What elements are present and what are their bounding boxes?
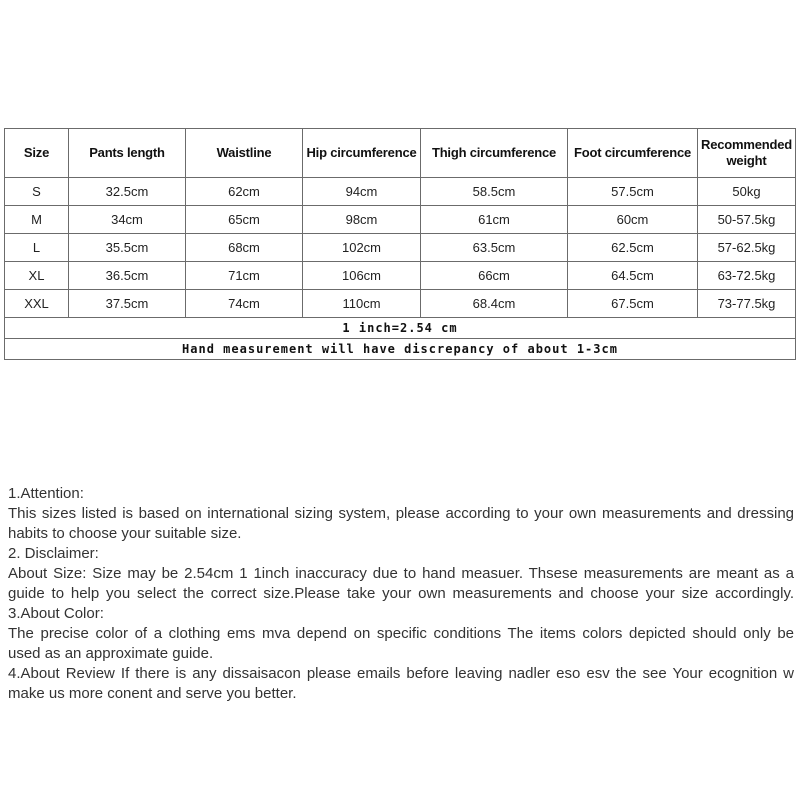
- info-line-color-body-2: used as an approximate guide.: [8, 645, 214, 662]
- cell-waistline: 62cm: [186, 178, 303, 206]
- header-cell-thigh-circumference: Thigh circumference: [421, 129, 568, 178]
- cell-waistline: 68cm: [186, 234, 303, 262]
- table-row-xxl: [5, 290, 796, 318]
- info-line-review-body-2: make us more conent and serve you better.: [8, 685, 297, 702]
- note-hand-measurement: Hand measurement will have discrepancy of about 1-3cm: [5, 339, 796, 360]
- cell-waistline: 65cm: [186, 206, 303, 234]
- info-line-color-body-1: The precise color of a clothing ems mva depend on specific conditions The items colors depicted should only be: [8, 625, 794, 642]
- header-cell-waistline: Waistline: [186, 129, 303, 178]
- cell-hip-circumference: 98cm: [303, 206, 421, 234]
- header-cell-pants-length: Pants length: [69, 129, 186, 178]
- cell-recommended-weight: 63-72.5kg: [698, 262, 796, 290]
- info-line-attention-heading: 1.Attention:: [8, 485, 84, 502]
- cell-foot-circumference: 64.5cm: [568, 262, 698, 290]
- info-line-disclaimer-heading: 2. Disclaimer:: [8, 545, 99, 562]
- cell-hip-circumference: 102cm: [303, 234, 421, 262]
- cell-size: S: [5, 178, 69, 206]
- cell-recommended-weight: 57-62.5kg: [698, 234, 796, 262]
- table-header-row: [5, 129, 796, 178]
- cell-thigh-circumference: 63.5cm: [421, 234, 568, 262]
- cell-hip-circumference: 106cm: [303, 262, 421, 290]
- info-text-block: [8, 484, 794, 704]
- cell-hip-circumference: 110cm: [303, 290, 421, 318]
- table-note-row: [5, 339, 796, 360]
- cell-pants-length: 32.5cm: [69, 178, 186, 206]
- cell-waistline: 74cm: [186, 290, 303, 318]
- info-line-color-heading: 3.About Color:: [8, 605, 104, 622]
- cell-foot-circumference: 62.5cm: [568, 234, 698, 262]
- cell-pants-length: 35.5cm: [69, 234, 186, 262]
- info-line-disclaimer-body-2: guide to help you select the correct size.Please take your own measurements and choose your size accordingly.: [8, 585, 794, 602]
- cell-pants-length: 34cm: [69, 206, 186, 234]
- header-cell-hip-circumference: Hip circumference: [303, 129, 421, 178]
- cell-recommended-weight: 73-77.5kg: [698, 290, 796, 318]
- cell-pants-length: 37.5cm: [69, 290, 186, 318]
- info-line-review-body-1: 4.About Review If there is any dissaisacon please emails before leaving nadler eso esv the see Your ecognition w: [8, 665, 794, 682]
- cell-size: XXL: [5, 290, 69, 318]
- info-line-attention-body-2: habits to choose your suitable size.: [8, 525, 242, 542]
- cell-size: M: [5, 206, 69, 234]
- cell-thigh-circumference: 61cm: [421, 206, 568, 234]
- cell-waistline: 71cm: [186, 262, 303, 290]
- header-cell-recommended-weight: Recommended weight: [698, 129, 796, 178]
- cell-foot-circumference: 60cm: [568, 206, 698, 234]
- header-cell-size: Size: [5, 129, 69, 178]
- note-inch-conversion: 1 inch=2.54 cm: [5, 318, 796, 339]
- cell-foot-circumference: 67.5cm: [568, 290, 698, 318]
- cell-recommended-weight: 50-57.5kg: [698, 206, 796, 234]
- table-row-xl: [5, 262, 796, 290]
- info-line-disclaimer-body-1: About Size: Size may be 2.54cm 1 1inch inaccuracy due to hand measuer. Thsese measurements are meant as a: [8, 565, 794, 582]
- cell-pants-length: 36.5cm: [69, 262, 186, 290]
- cell-size: L: [5, 234, 69, 262]
- cell-thigh-circumference: 66cm: [421, 262, 568, 290]
- cell-thigh-circumference: 58.5cm: [421, 178, 568, 206]
- info-line-attention-body-1: This sizes listed is based on international sizing system, please according to your own measurements and dressing: [8, 505, 794, 522]
- header-cell-foot-circumference: Foot circumference: [568, 129, 698, 178]
- cell-recommended-weight: 50kg: [698, 178, 796, 206]
- size-chart-table: [4, 128, 796, 360]
- table-row-s: [5, 178, 796, 206]
- table-note-row: [5, 318, 796, 339]
- table-row-l: [5, 234, 796, 262]
- cell-foot-circumference: 57.5cm: [568, 178, 698, 206]
- table-row-m: [5, 206, 796, 234]
- cell-size: XL: [5, 262, 69, 290]
- cell-hip-circumference: 94cm: [303, 178, 421, 206]
- cell-thigh-circumference: 68.4cm: [421, 290, 568, 318]
